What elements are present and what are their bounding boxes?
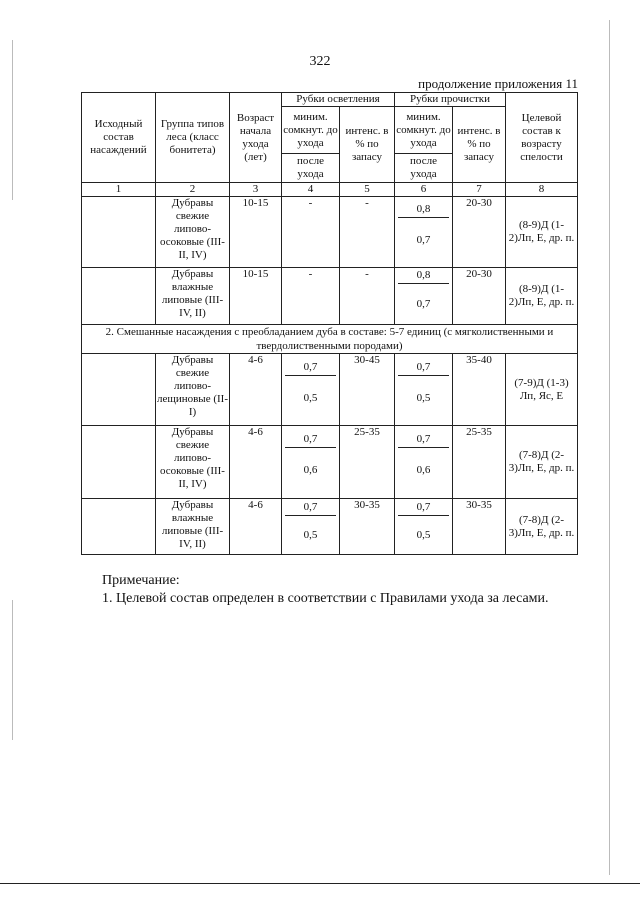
source-cell — [82, 426, 156, 499]
target-cell: (7-8)Д (2-3)Лп, Е, др. п. — [506, 426, 578, 499]
header-forest-type-group: Группа типов леса (класс бонитета) — [156, 93, 230, 183]
forest-type-cell: Дубравы свежие липово-осоковые (III-II, IV) — [156, 426, 230, 499]
target-cell: (8-9)Д (1-2)Лп, Е, др. п. — [506, 268, 578, 325]
col-number: 6 — [395, 183, 453, 197]
osv-after-value: 0,5 — [303, 391, 318, 404]
osv-int-cell: 30-35 — [340, 499, 395, 555]
osv-after-value: 0,6 — [303, 464, 318, 476]
pr-closure-cell — [395, 197, 453, 268]
pr-int-cell: 20-30 — [453, 197, 506, 268]
table-row — [82, 499, 578, 555]
forest-care-table — [81, 92, 578, 555]
header-intensity-osv: интенс. в % по запасу — [340, 107, 395, 183]
age-cell: 10-15 — [230, 268, 282, 325]
osv-int-cell: - — [340, 268, 395, 325]
source-cell — [82, 354, 156, 426]
pr-after-value: 0,7 — [416, 298, 431, 310]
col-number: 7 — [453, 183, 506, 197]
osv-after-value: 0,5 — [303, 528, 318, 541]
header-group-prochistki: Рубки прочистки — [395, 93, 506, 107]
osv-closure-cell — [282, 499, 340, 555]
osv-int-cell: 30-45 — [340, 354, 395, 426]
osv-min-value: 0,7 — [285, 432, 336, 448]
pr-int-cell: 35-40 — [453, 354, 506, 426]
col-number: 5 — [340, 183, 395, 197]
note-item-1: 1. Целевой состав определен в соответствии с Правилами ухода за лесами. — [102, 591, 549, 606]
source-cell — [82, 197, 156, 268]
col-number: 3 — [230, 183, 282, 197]
target-cell: (8-9)Д (1-2)Лп, Е, др. п. — [506, 197, 578, 268]
osv-min-cell: - — [282, 268, 340, 325]
osv-int-cell: - — [340, 197, 395, 268]
pr-after-value: 0,5 — [416, 391, 431, 404]
pr-after-value: 0,7 — [416, 234, 431, 246]
pr-int-cell: 20-30 — [453, 268, 506, 325]
source-cell — [82, 499, 156, 555]
age-cell: 4-6 — [230, 426, 282, 499]
pr-closure-cell — [395, 354, 453, 426]
osv-min-value: 0,7 — [285, 500, 336, 516]
header-group-osvetlenie: Рубки осветления — [282, 93, 395, 107]
table-row — [82, 197, 578, 268]
scan-edge-line — [609, 20, 610, 875]
scan-edge-line — [12, 40, 13, 200]
scan-bottom-rule — [0, 883, 640, 884]
pr-after-value: 0,6 — [416, 464, 431, 476]
pr-min-value: 0,8 — [398, 268, 449, 284]
osv-closure-cell — [282, 354, 340, 426]
pr-min-value: 0,8 — [398, 202, 449, 218]
target-cell: (7-8)Д (2-3)Лп, Е, др. п. — [506, 499, 578, 555]
note-title: Примечание: — [102, 573, 180, 588]
pr-int-cell: 25-35 — [453, 426, 506, 499]
pr-closure-cell — [395, 499, 453, 555]
header-intensity-pr: интенс. в % по запасу — [453, 107, 506, 183]
header-after-care-osv: после ухода — [282, 154, 340, 183]
header-after-care-pr: после ухода — [395, 154, 453, 183]
osv-int-cell: 25-35 — [340, 426, 395, 499]
forest-type-cell: Дубравы свежие липово-лещиновые (II-I) — [156, 354, 230, 426]
age-cell: 4-6 — [230, 354, 282, 426]
target-cell: (7-9)Д (1-3) Лп, Яс, Е — [506, 354, 578, 426]
pr-min-value: 0,7 — [398, 360, 449, 376]
col-number: 4 — [282, 183, 340, 197]
osv-min-cell: - — [282, 197, 340, 268]
continuation-label: продолжение приложения 11 — [418, 76, 578, 91]
pr-closure-cell — [395, 268, 453, 325]
header-min-closure-osv: миним. сомкнут. до ухода — [282, 107, 340, 154]
header-source-composition: Исходный состав насаждений — [82, 93, 156, 183]
forest-type-cell: Дубравы влажные липовые (III-IV, II) — [156, 499, 230, 555]
header-min-closure-pr: миним. сомкнут. до ухода — [395, 107, 453, 154]
age-cell: 4-6 — [230, 499, 282, 555]
source-cell — [82, 268, 156, 325]
pr-after-value: 0,5 — [416, 528, 431, 541]
header-start-age: Возраст начала ухода (лет) — [230, 93, 282, 183]
col-number: 2 — [156, 183, 230, 197]
table-row — [82, 268, 578, 325]
table-row — [82, 354, 578, 426]
forest-type-cell: Дубравы свежие липово-осоковые (III-II, IV) — [156, 197, 230, 268]
table-row — [82, 426, 578, 499]
col-number: 8 — [506, 183, 578, 197]
osv-min-value: 0,7 — [285, 360, 336, 376]
section-2-heading: 2. Смешанные насаждения с преобладанием дуба в составе: 5-7 единиц (с мягколиственными и твердолиственными породами) — [82, 325, 578, 354]
page-number: 322 — [309, 54, 331, 69]
pr-int-cell: 30-35 — [453, 499, 506, 555]
osv-closure-cell — [282, 426, 340, 499]
forest-type-cell: Дубравы влажные липовые (III-IV, II) — [156, 268, 230, 325]
pr-min-value: 0,7 — [398, 432, 449, 448]
pr-min-value: 0,7 — [398, 500, 449, 516]
pr-closure-cell — [395, 426, 453, 499]
column-number-row — [82, 183, 578, 197]
scan-edge-line — [12, 600, 13, 740]
section-heading-row — [82, 325, 578, 354]
header-target-composition: Целевой состав к возрасту спелости — [506, 93, 578, 183]
age-cell: 10-15 — [230, 197, 282, 268]
col-number: 1 — [82, 183, 156, 197]
